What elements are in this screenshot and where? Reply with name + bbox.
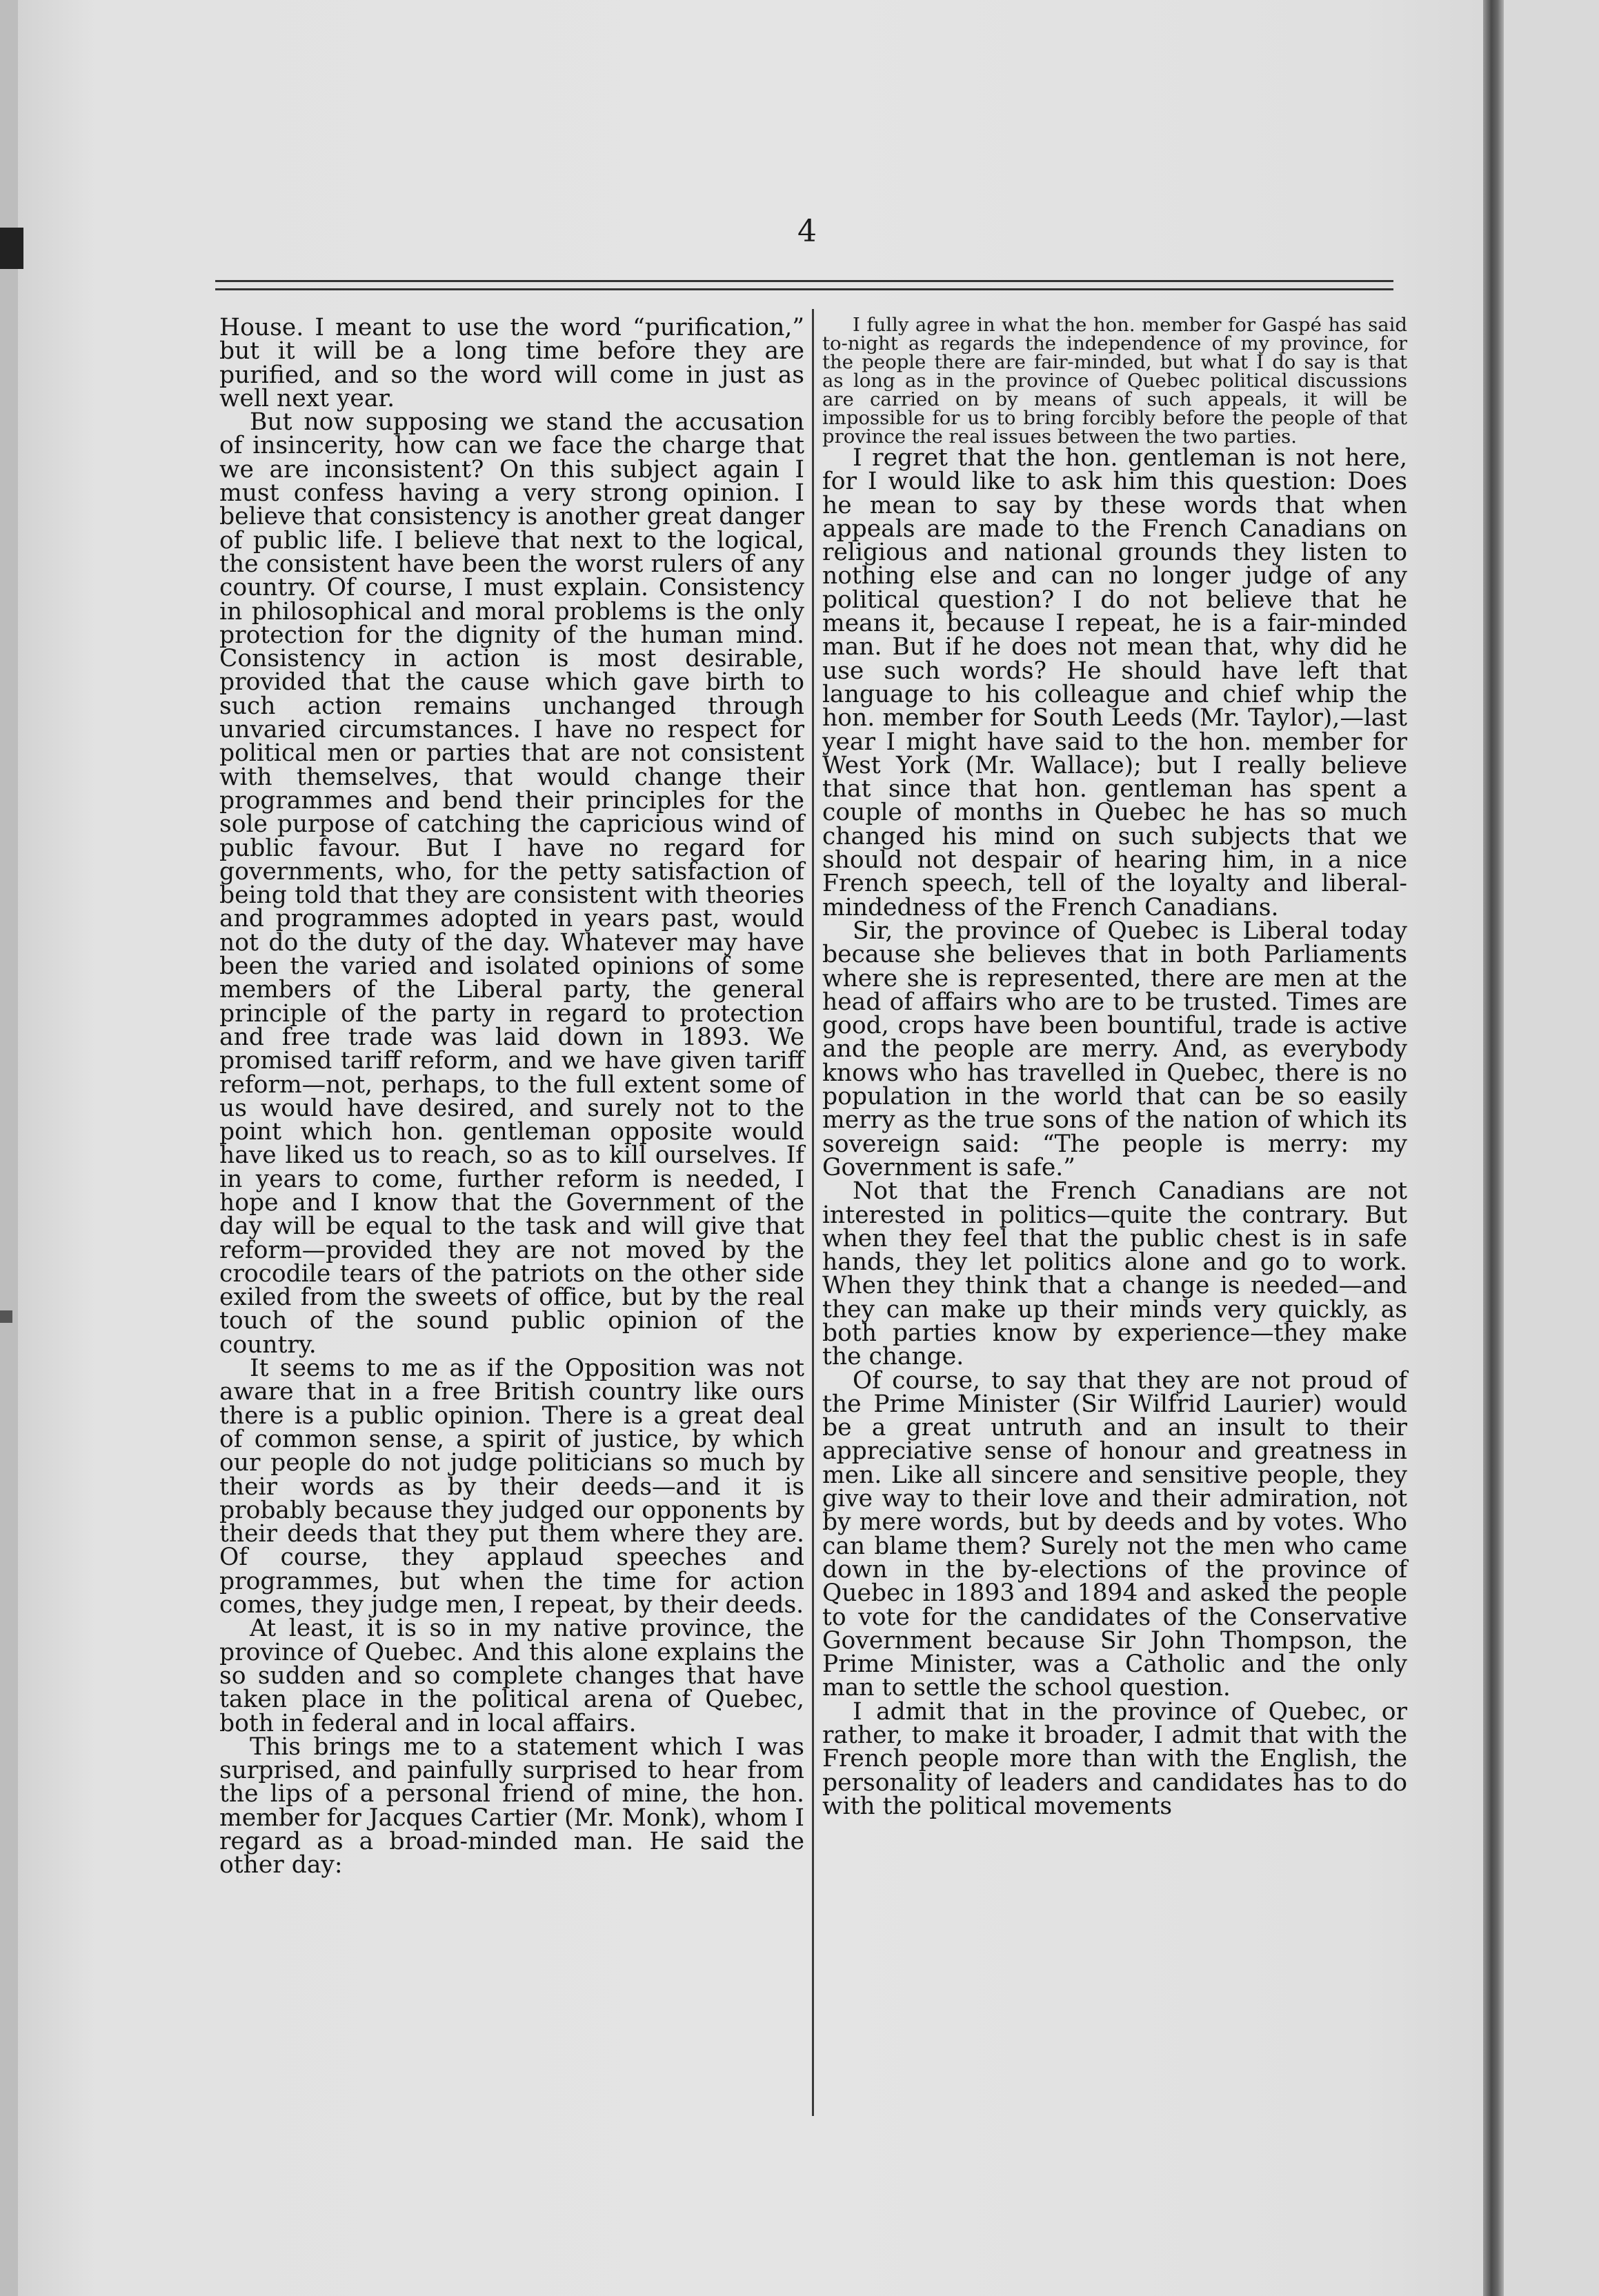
header-rule-top — [215, 280, 1393, 282]
paragraph: But now supposing we stand the accusation of insincerity, how can we face the charge that we are inconsistent? On this subject again I must confess having a very strong opinion. I believe that consistency is another great danger of public life. I believe that next to the logical, the consistent have been the worst rulers of any country. Of course, I must explain. Consistency in philosophical and moral problems is the only protection for the dignity of the human mind. Consistency in action is most desirable, provided that the cause which gave birth to such action remains unchanged through unvaried circumstances. I have no respect for political men or parties that are not consistent with themselves, that would change their programmes and bend their principles for the sole purpose of catching the capricious wind of public favour. But I have no regard for governments, who, for the petty satisfaction of being told that they are consistent with theories and programmes adopted in years past, would not do the duty of the day. Whatever may have been the varied and isolated opinions of some members of the Liberal party, the general principle of the party in regard to protection and free trade was laid down in 1893. We promised tariff reform, and we have given tariff reform—not, perhaps, to the full extent some of us would have desired, and surely not to the point which hon. gentleman opposite would have liked us to reach, so as to kill ourselves. If in years to come, further reform is needed, I hope and I know that the Government of the day will be equal to the task and will give that reform—provided they are not moved by the crocodile tears of the patriots on the other side exiled from the sweets of office, but by the real touch of the sound public opinion of the country. — [219, 408, 804, 1359]
paragraph: Not that the French Canadians are not interested in politics—quite the contrary. But when they feel that the public chest is in safe hands, they let politics alone and go to work. When they think that a change is needed—and they can make up their minds very quickly, as both parties know by experience—they make the change. — [822, 1177, 1407, 1371]
paragraph: Of course, to say that they are not proud of the Prime Minister (Sir Wilfrid Laurier) would be a great untruth and an insult to their appreciative sense of honour and greatness in men. Like all sincere and sensitive people, they give way to their love and their admiration, not by mere words, but by deeds and by votes. Who can blame them? Surely not the men who came down in the by-elections of the province of Quebec in 1893 and 1894 and asked the people to vote for the candidates of the Conservative Government because Sir John Thompson, the Prime Minister, was a Catholic and the only man to settle the school question. — [822, 1366, 1407, 1702]
binding-mark-small — [0, 1310, 12, 1323]
page-left-edge — [0, 0, 18, 2296]
block-quote: I fully agree in what the hon. member for Gaspé has said to-night as regards the independence of my province, for the people there are fair-minded, but what I do say is that as long as in the province of Quebec political discussions are carried on by means of such appeals, it will be impossible for us to bring forcibly before the people of that province the real issues between the two parties. — [822, 314, 1407, 448]
paragraph: Sir, the province of Quebec is Liberal today because she believes that in both Parliaments where she is represented, there are men at the head of affairs who are to be trusted. Times are good, crops have been bountiful, trade is active and the people are merry. And, as everybody knows who has travelled in Quebec, there is no population in the world that can be so easily merry as the true sons of the nation of which its sovereign said: “The people is merry: my Government is safe.” — [822, 917, 1407, 1181]
column-divider — [812, 309, 814, 2116]
page-gutter-shadow — [1483, 0, 1504, 2296]
paragraph: At least, it is so in my native province, the province of Quebec. And this alone explains the so sudden and so complete changes that have taken place in the political arena of Quebec, both in federal and in local affairs. — [219, 1615, 804, 1737]
paragraph: House. I meant to use the word “purification,” but it will be a long time before they are purified, and so the word will come in just as well next year. — [219, 314, 804, 412]
paragraph: This brings me to a statement which I was surprised, and painfully surprised to hear from the lips of a personal friend of mine, the hon. member for Jacques Cartier (Mr. Monk), whom I regard as a broad-minded man. He said the other day: — [219, 1733, 805, 1879]
right-column — [822, 316, 1407, 1818]
binding-mark — [0, 228, 23, 269]
paragraph: I admit that in the province of Quebec, or rather, to make it broader, I admit that with the French people more than with the English, the personality of leaders and candidates has to do with the political movements — [822, 1697, 1407, 1820]
paragraph: It seems to me as if the Opposition was not aware that in a free British country like ours there is a public opinion. There is a great deal of common sense, a spirit of justice, by which our people do not judge politicians so much by their words as by their deeds—and it is probably because they judged our opponents by their deeds that they put them where they are. Of course, they applaud speeches and programmes, but when the time for action comes, they judge men, I repeat, by their deeds. — [219, 1355, 804, 1619]
page-number: 4 — [797, 214, 817, 249]
paragraph: I regret that the hon. gentleman is not here, for I would like to ask him this question: Does he mean to say by these words that when appeals are made to the French Canadians on religious and national grounds they listen to nothing else and can no longer judge of any political question? I do not believe that he means it, because I repeat, he is a fair-minded man. But if he does not mean that, why did he use such words? He should have left that language to his colleague and chief whip the hon. member for South Leeds (Mr. Taylor),—last year I might have said to the hon. member for West York (Mr. Wallace); but I really believe that since that hon. gentleman has spent a couple of months in Quebec he has so much changed his mind on such subjects that we should not despair of hearing him, in a nice French speech, tell of the loyalty and liberal-mindedness of the French Canadians. — [822, 444, 1407, 921]
left-column — [219, 316, 804, 1877]
header-rule-bottom — [215, 288, 1393, 290]
adjacent-page-edge — [1504, 0, 1599, 2296]
